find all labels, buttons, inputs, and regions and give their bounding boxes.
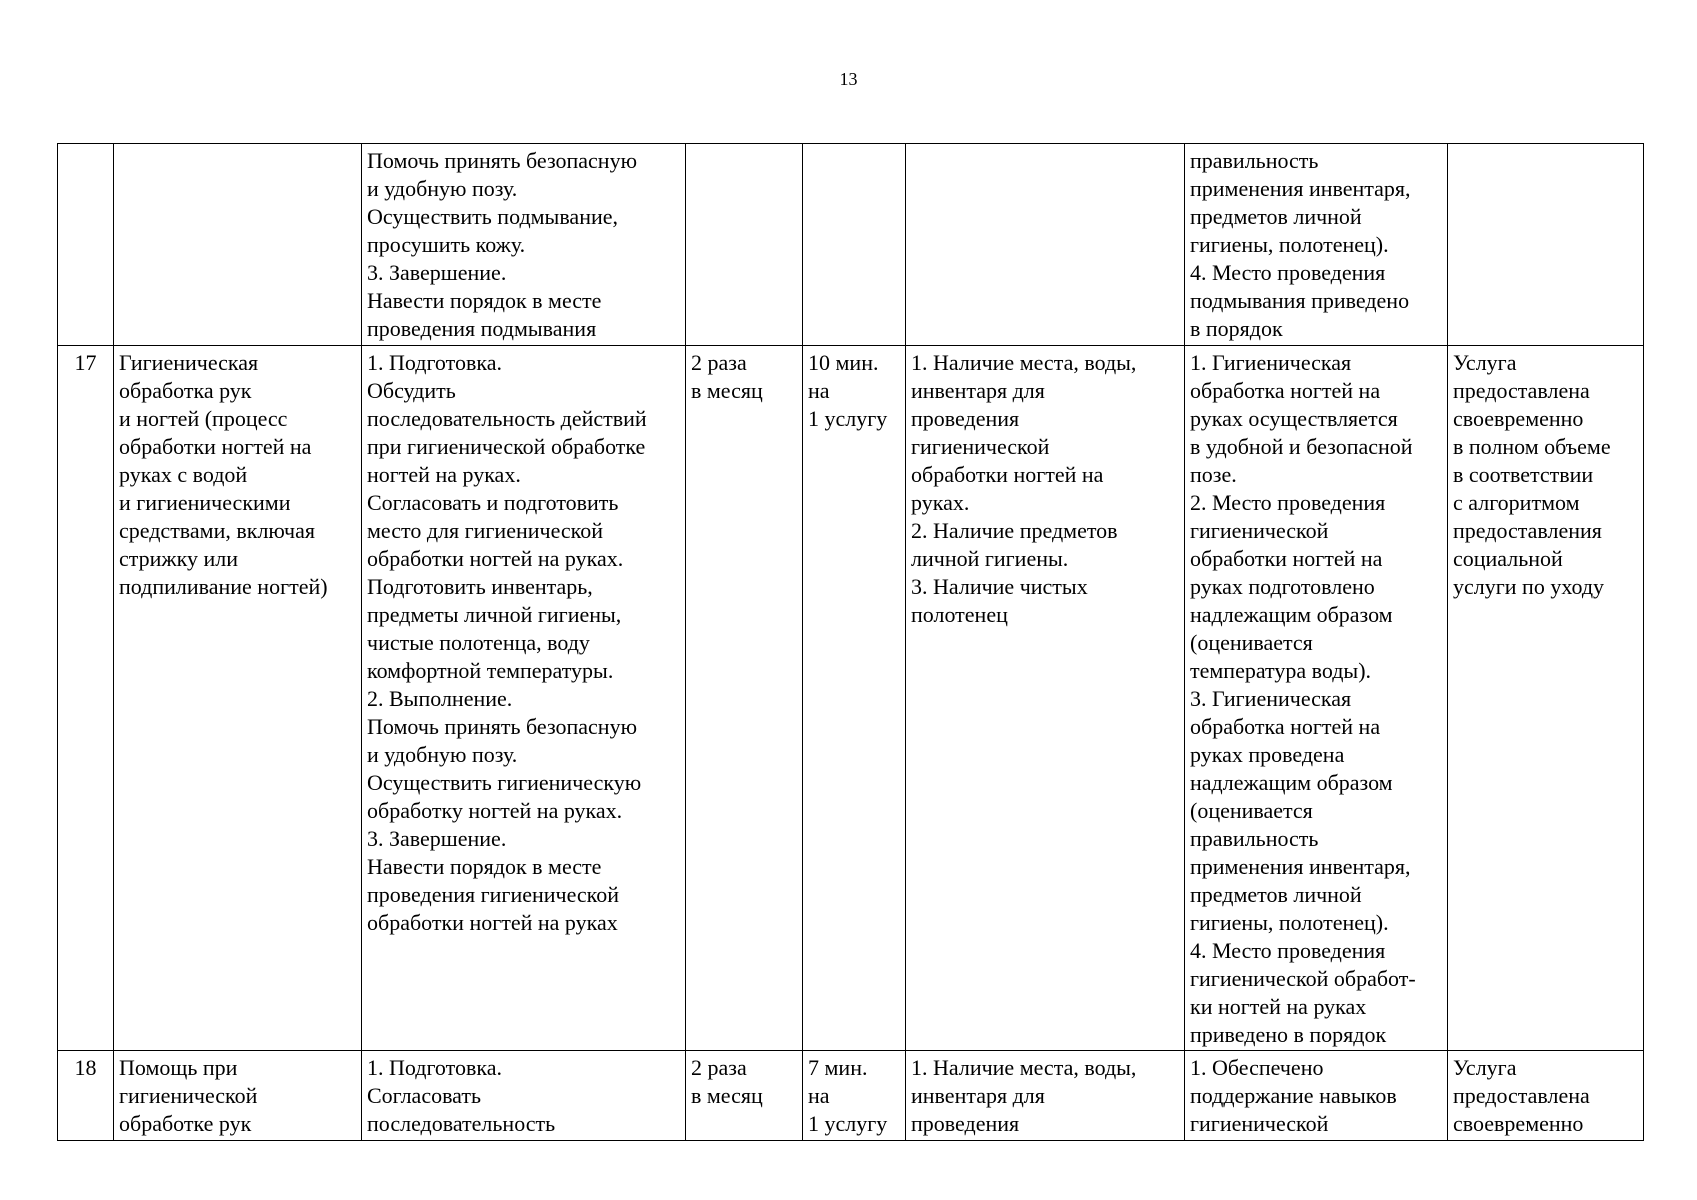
cell-text-line: 10 мин. bbox=[808, 350, 879, 375]
cell-text-line: (оценивается bbox=[1190, 798, 1313, 823]
cell-text-line: в месяц bbox=[691, 1083, 763, 1108]
cell-text-line: своевременно bbox=[1453, 1111, 1584, 1136]
cell-text-line: обработки ногтей на bbox=[911, 462, 1104, 487]
evaluation-cell bbox=[1448, 1051, 1644, 1141]
cell-text-line: социальной bbox=[1453, 546, 1563, 571]
quality-indicators-cell bbox=[1185, 1051, 1448, 1141]
cell-text-line: услуги по уходу bbox=[1453, 574, 1605, 599]
quality-indicators-cell bbox=[1185, 346, 1448, 1051]
cell-text-line: Осуществить гигиеническую bbox=[367, 770, 642, 795]
cell-text-line: обработке рук bbox=[119, 1111, 252, 1136]
conditions-cell bbox=[906, 144, 1185, 346]
cell-text-line: инвентаря для bbox=[911, 1083, 1045, 1108]
cell-text-line: Гигиеническая bbox=[119, 350, 259, 375]
evaluation-cell bbox=[1448, 346, 1644, 1051]
cell-text-line: Помочь принять безопасную bbox=[367, 148, 638, 173]
cell-text-line: обработки ногтей на bbox=[119, 434, 312, 459]
cell-text-line: 2. Выполнение. bbox=[367, 686, 513, 711]
cell-text-line: предметов личной bbox=[1190, 882, 1362, 907]
page-number: 13 bbox=[839, 69, 858, 89]
cell-text-line: 1. Наличие места, воды, bbox=[911, 1055, 1137, 1080]
cell-text-line: Помочь принять безопасную bbox=[367, 714, 638, 739]
cell-text-line: обработка ногтей на bbox=[1190, 378, 1381, 403]
cell-text-line: в полном объеме bbox=[1453, 434, 1611, 459]
cell-text-line: последовательность действий bbox=[367, 406, 647, 431]
cell-text-line: обработки ногтей на bbox=[1190, 546, 1383, 571]
cell-text-line: и удобную позу. bbox=[367, 176, 518, 201]
cell-text-line: руках. bbox=[911, 490, 970, 515]
cell-text-line: Навести порядок в месте bbox=[367, 288, 602, 313]
service-steps-cell bbox=[362, 346, 686, 1051]
cell-text-line: 3. Завершение. bbox=[367, 826, 507, 851]
cell-text-line: в порядок bbox=[1190, 316, 1283, 341]
cell-text-line: в месяц bbox=[691, 378, 763, 403]
cell-text-line: проведения гигиенической bbox=[367, 882, 620, 907]
row-number-cell: 18 bbox=[58, 1051, 114, 1141]
cell-text-line: комфортной температуры. bbox=[367, 658, 614, 683]
cell-text-line: применения инвентаря, bbox=[1190, 854, 1411, 879]
cell-text-line: 2 раза bbox=[691, 350, 747, 375]
services-table bbox=[57, 143, 1644, 1141]
table-row bbox=[58, 346, 1644, 1051]
cell-text-line: предметы личной гигиены, bbox=[367, 602, 622, 627]
cell-text-line: 4. Место проведения bbox=[1190, 260, 1386, 285]
cell-text-line: обработки ногтей на руках bbox=[367, 910, 618, 935]
cell-text-line: температура воды). bbox=[1190, 658, 1372, 683]
cell-text-line: руках подготовлено bbox=[1190, 574, 1375, 599]
cell-text-line: предоставления bbox=[1453, 518, 1602, 543]
cell-text-line: и удобную позу. bbox=[367, 742, 518, 767]
cell-text-line: просушить кожу. bbox=[367, 232, 526, 257]
cell-text-line: ногтей на руках. bbox=[367, 462, 521, 487]
quality-indicators-cell bbox=[1185, 144, 1448, 346]
cell-text-line: 1. Подготовка. bbox=[367, 1055, 502, 1080]
cell-text-line: обработка рук bbox=[119, 378, 252, 403]
cell-text-line: поддержание навыков bbox=[1190, 1083, 1397, 1108]
cell-text-line: Согласовать bbox=[367, 1083, 482, 1108]
evaluation-cell bbox=[1448, 144, 1644, 346]
cell-text-line: личной гигиены. bbox=[911, 546, 1069, 571]
cell-text-line: надлежащим образом bbox=[1190, 770, 1393, 795]
cell-text-line: 2. Место проведения bbox=[1190, 490, 1386, 515]
cell-text-line: на bbox=[808, 378, 830, 403]
cell-text-line: Услуга bbox=[1453, 1055, 1517, 1080]
cell-text-line: руках осуществляется bbox=[1190, 406, 1398, 431]
cell-text-line: применения инвентаря, bbox=[1190, 176, 1411, 201]
service-name-cell bbox=[114, 1051, 362, 1141]
table-body bbox=[58, 144, 1644, 1141]
cell-text-line: Помощь при bbox=[119, 1055, 238, 1080]
cell-text-line: правильность bbox=[1190, 826, 1319, 851]
cell-text-line: гигиенической обработ- bbox=[1190, 966, 1416, 991]
cell-text-line: на bbox=[808, 1083, 830, 1108]
cell-text-line: предоставлена bbox=[1453, 1083, 1590, 1108]
cell-text-line: 1. Гигиеническая bbox=[1190, 350, 1352, 375]
row-number-cell bbox=[58, 144, 114, 346]
cell-text-line: гигиенической bbox=[1190, 1111, 1329, 1136]
cell-text-line: стрижку или bbox=[119, 546, 239, 571]
cell-text-line: 1. Наличие места, воды, bbox=[911, 350, 1137, 375]
conditions-cell bbox=[906, 346, 1185, 1051]
cell-text-line: обработку ногтей на руках. bbox=[367, 798, 623, 823]
cell-text-line: 2 раза bbox=[691, 1055, 747, 1080]
row-number-cell: 17 bbox=[58, 346, 114, 1051]
cell-text-line: 3. Наличие чистых bbox=[911, 574, 1088, 599]
cell-text-line: ки ногтей на руках bbox=[1190, 994, 1367, 1019]
cell-text-line: полотенец bbox=[911, 602, 1008, 627]
cell-text-line: при гигиенической обработке bbox=[367, 434, 646, 459]
cell-text-line: Обсудить bbox=[367, 378, 456, 403]
cell-text-line: Навести порядок в месте bbox=[367, 854, 602, 879]
cell-text-line: (оценивается bbox=[1190, 630, 1313, 655]
cell-text-line: 1 услугу bbox=[808, 1111, 888, 1136]
frequency-cell bbox=[686, 346, 803, 1051]
cell-text-line: Осуществить подмывание, bbox=[367, 204, 619, 229]
cell-text-line: с алгоритмом bbox=[1453, 490, 1580, 515]
cell-text-line: гигиенической bbox=[119, 1083, 258, 1108]
service-name-cell bbox=[114, 346, 362, 1051]
cell-text-line: 3. Гигиеническая bbox=[1190, 686, 1352, 711]
cell-text-line: предметов личной bbox=[1190, 204, 1362, 229]
frequency-cell bbox=[686, 144, 803, 346]
cell-text-line: и ногтей (процесс bbox=[119, 406, 288, 431]
cell-text-line: руках с водой bbox=[119, 462, 248, 487]
cell-text-line: 3. Завершение. bbox=[367, 260, 507, 285]
cell-text-line: обработка ногтей на bbox=[1190, 714, 1381, 739]
service-steps-cell bbox=[362, 1051, 686, 1141]
cell-text-line: в удобной и безопасной bbox=[1190, 434, 1413, 459]
cell-text-line: 7 мин. bbox=[808, 1055, 868, 1080]
cell-text-line: и гигиеническими bbox=[119, 490, 291, 515]
cell-text-line: 2. Наличие предметов bbox=[911, 518, 1118, 543]
cell-text-line: своевременно bbox=[1453, 406, 1584, 431]
cell-text-line: последовательность bbox=[367, 1111, 556, 1136]
cell-text-line: правильность bbox=[1190, 148, 1319, 173]
duration-cell bbox=[803, 1051, 906, 1141]
cell-text-line: гигиены, полотенец). bbox=[1190, 910, 1389, 935]
cell-text-line: Услуга bbox=[1453, 350, 1517, 375]
cell-text-line: позе. bbox=[1190, 462, 1237, 487]
cell-text-line: средствами, включая bbox=[119, 518, 315, 543]
table-row bbox=[58, 1051, 1644, 1141]
frequency-cell bbox=[686, 1051, 803, 1141]
service-name-cell bbox=[114, 144, 362, 346]
cell-text-line: место для гигиенической bbox=[367, 518, 604, 543]
cell-text-line: 1. Подготовка. bbox=[367, 350, 502, 375]
cell-text-line: инвентаря для bbox=[911, 378, 1045, 403]
cell-text-line: обработки ногтей на руках. bbox=[367, 546, 624, 571]
cell-text-line: проведения bbox=[911, 1111, 1020, 1136]
cell-text-line: подпиливание ногтей) bbox=[119, 574, 328, 599]
cell-text-line: гигиены, полотенец). bbox=[1190, 232, 1389, 257]
cell-text-line: гигиенической bbox=[911, 434, 1050, 459]
table-row bbox=[58, 144, 1644, 346]
conditions-cell bbox=[906, 1051, 1185, 1141]
cell-text-line: предоставлена bbox=[1453, 378, 1590, 403]
cell-text-line: подмывания приведено bbox=[1190, 288, 1410, 313]
cell-text-line: Подготовить инвентарь, bbox=[367, 574, 593, 599]
cell-text-line: проведения подмывания bbox=[367, 316, 597, 341]
duration-cell bbox=[803, 144, 906, 346]
cell-text-line: гигиенической bbox=[1190, 518, 1329, 543]
cell-text-line: руках проведена bbox=[1190, 742, 1345, 767]
cell-text-line: Согласовать и подготовить bbox=[367, 490, 619, 515]
cell-text-line: приведено в порядок bbox=[1190, 1022, 1387, 1047]
cell-text-line: в соответствии bbox=[1453, 462, 1594, 487]
cell-text-line: надлежащим образом bbox=[1190, 602, 1393, 627]
cell-text-line: проведения bbox=[911, 406, 1020, 431]
service-steps-cell bbox=[362, 144, 686, 346]
cell-text-line: 1 услугу bbox=[808, 406, 888, 431]
cell-text-line: 1. Обеспечено bbox=[1190, 1055, 1324, 1080]
duration-cell bbox=[803, 346, 906, 1051]
cell-text-line: чистые полотенца, воду bbox=[367, 630, 590, 655]
cell-text-line: 4. Место проведения bbox=[1190, 938, 1386, 963]
